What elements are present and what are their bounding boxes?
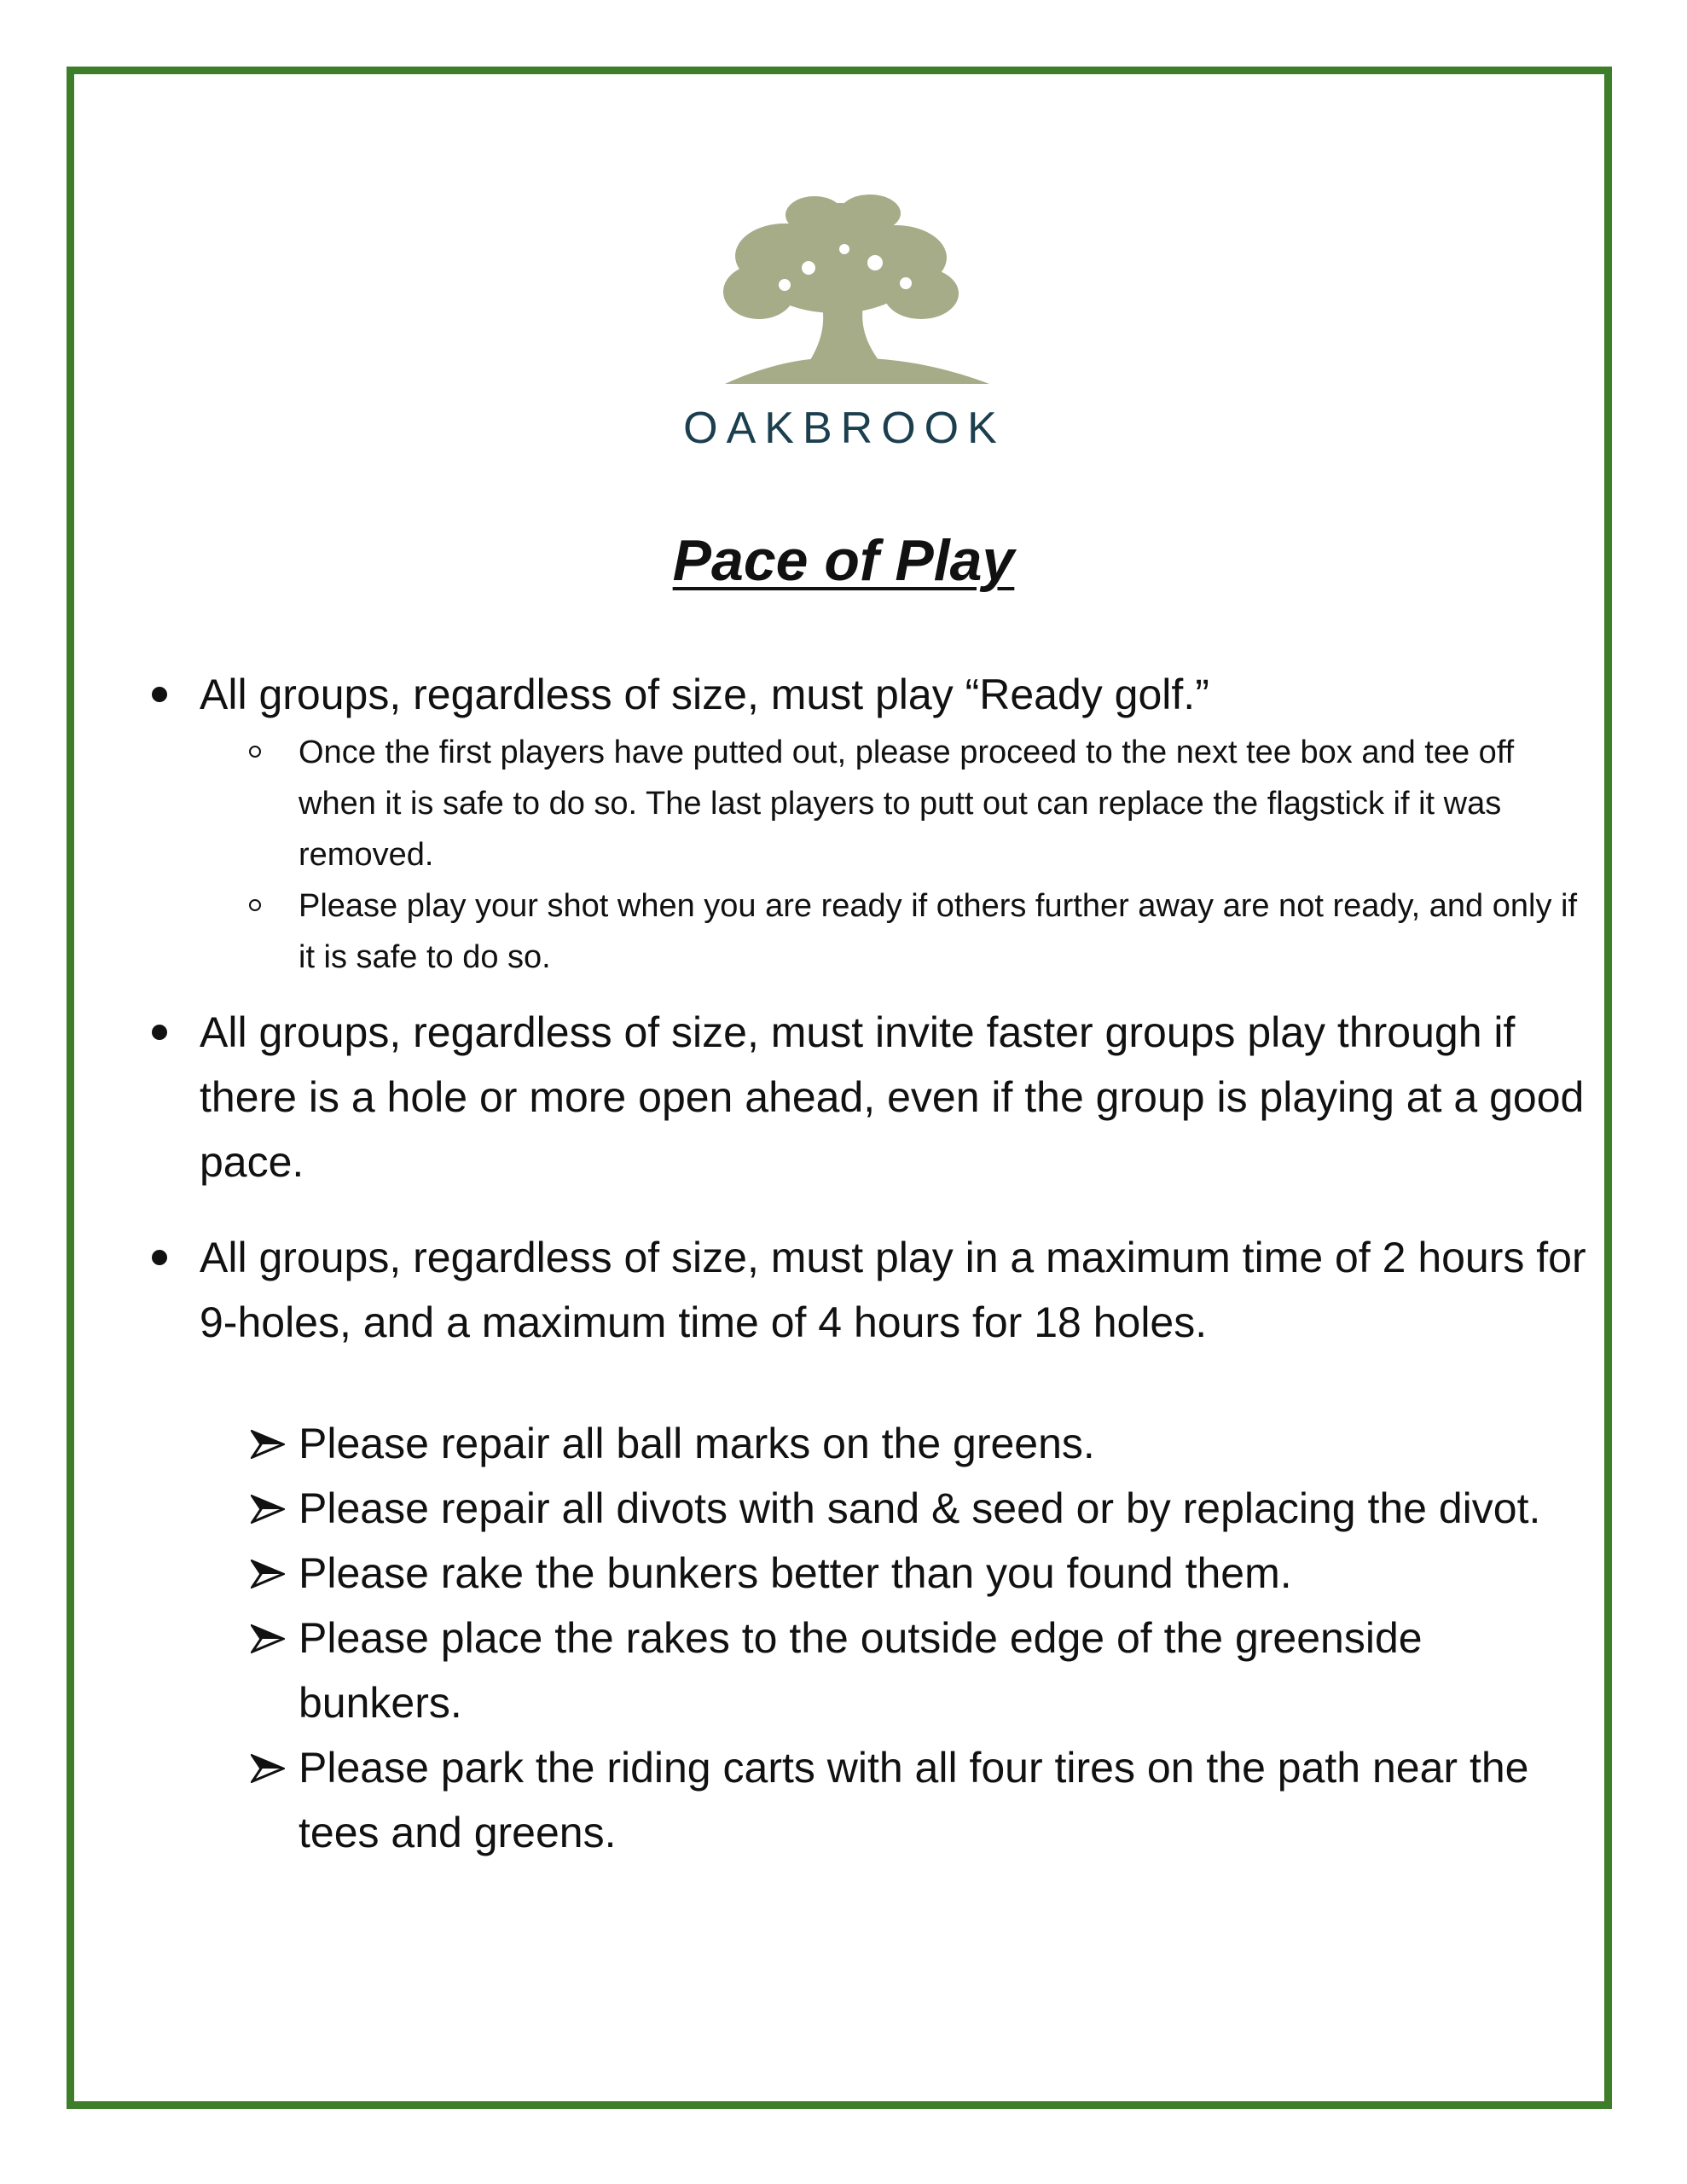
reminder-item	[145, 1541, 1595, 1606]
rule-text: All groups, regardless of size, must invite faster groups play through if there is a hole or more open ahead, even if the group is playing at a good pace.	[200, 1008, 1585, 1186]
arrow-bullet-icon	[251, 1560, 285, 1589]
arrow-bullet-icon	[251, 1430, 285, 1459]
reminder-item	[145, 1476, 1595, 1541]
reminder-item	[145, 1411, 1595, 1476]
rule-sub-list	[145, 727, 1595, 983]
reminder-text: Please place the rakes to the outside edge of the greenside bunkers.	[299, 1614, 1423, 1727]
bullet-icon	[152, 687, 167, 702]
oakbrook-logo	[665, 189, 1023, 462]
rule-sub-item	[145, 880, 1595, 983]
arrow-bullet-icon	[251, 1495, 285, 1524]
rule-item	[145, 1000, 1595, 1194]
reminder-item	[145, 1606, 1595, 1735]
reminder-text: Please park the riding carts with all four tires on the path near the tees and greens.	[299, 1744, 1529, 1856]
rule-text: All groups, regardless of size, must play “Ready golf.”	[200, 671, 1209, 718]
bullet-icon	[152, 1250, 167, 1265]
rule-text: All groups, regardless of size, must play in a maximum time of 2 hours for 9-holes, and a maximum time of 4 hours for 18 holes.	[200, 1234, 1586, 1346]
rule-item	[145, 1225, 1595, 1355]
reminder-text: Please repair all divots with sand & seed or by replacing the divot.	[299, 1484, 1541, 1532]
reminder-item	[145, 1735, 1595, 1865]
arrow-bullet-icon	[251, 1624, 285, 1653]
arrow-bullet-icon	[251, 1754, 285, 1783]
oak-tree-icon	[665, 189, 1023, 394]
rules-content	[145, 662, 1595, 1865]
rule-sub-text: Once the first players have putted out, please proceed to the next tee box and tee off when it is safe to do so. The last players to putt out can replace the flagstick if it was removed.	[299, 735, 1515, 873]
rule-sub-text: Please play your shot when you are ready if others further away are not ready, and only if it is safe to do so.	[299, 888, 1578, 975]
rule-item	[145, 662, 1595, 727]
bullet-icon	[152, 1025, 167, 1040]
reminder-text: Please repair all ball marks on the greens.	[299, 1420, 1095, 1467]
rule-sub-item	[145, 727, 1595, 880]
reminder-text: Please rake the bunkers better than you found them.	[299, 1549, 1292, 1597]
logo-wordmark: OAKBROOK	[683, 404, 1006, 453]
page-title: Pace of Play	[672, 528, 1015, 593]
circle-bullet-icon	[249, 746, 261, 758]
circle-bullet-icon	[249, 899, 261, 911]
